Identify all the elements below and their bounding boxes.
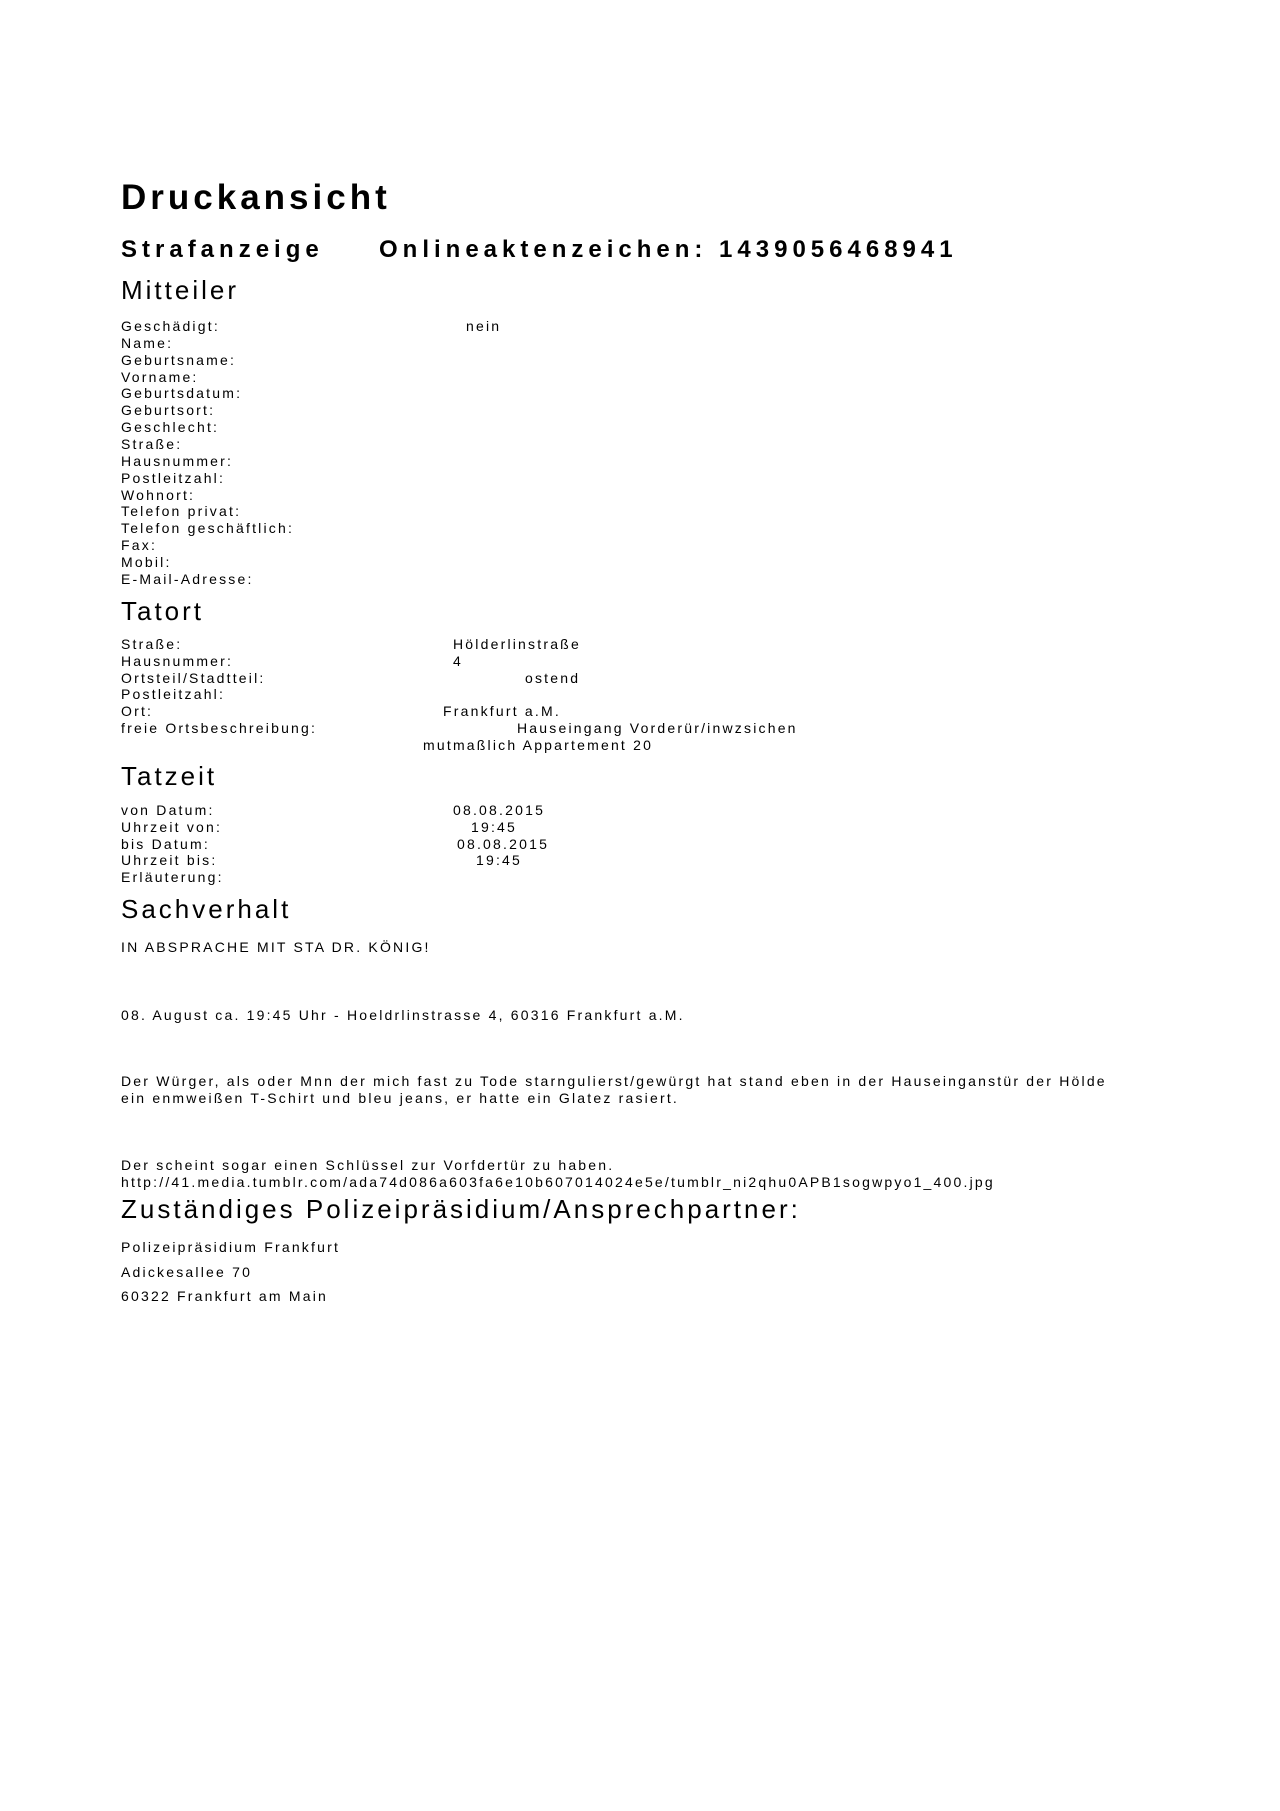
field-row	[121, 802, 1221, 819]
police-street: Adickesallee 70	[121, 1264, 253, 1280]
section-heading-mitteiler: Mitteiler	[121, 275, 240, 305]
field-label: Name:	[121, 334, 174, 351]
field-row	[121, 419, 1221, 436]
field-value: 08.08.2015	[453, 802, 546, 818]
field-label: Wohnort:	[121, 486, 196, 503]
field-row	[121, 636, 1221, 653]
field-label: freie Ortsbeschreibung:	[121, 720, 318, 736]
field-row	[121, 720, 1221, 737]
field-row	[121, 436, 1221, 453]
field-row	[121, 385, 1221, 402]
field-label: Uhrzeit bis:	[121, 852, 218, 869]
field-row	[121, 836, 1221, 853]
field-label: Telefon geschäftlich:	[121, 520, 295, 537]
page-title: Druckansicht	[121, 178, 391, 217]
sachverhalt-line: 08. August ca. 19:45 Uhr - Hoeldrlinstrasse 4, 60316 Frankfurt a.M.	[121, 1007, 685, 1023]
field-value: 19:45	[471, 818, 518, 835]
field-value: nein	[466, 318, 502, 334]
online-file-number: Onlineaktenzeichen: 1439056468941	[379, 236, 958, 263]
section-heading-sachverhalt: Sachverhalt	[121, 894, 292, 924]
field-label: Geschlecht:	[121, 419, 220, 436]
field-label: Geschädigt:	[121, 318, 220, 334]
field-row	[121, 369, 1221, 386]
field-value: 19:45	[476, 852, 523, 869]
field-label: Ortsteil/Stadtteil:	[121, 669, 266, 686]
field-row	[121, 653, 1221, 670]
ortsbeschreibung-continuation: mutmaßlich Appartement 20	[423, 737, 654, 753]
field-value: Frankfurt a.M.	[443, 703, 561, 720]
field-label: Geburtsname:	[121, 351, 237, 368]
field-row	[121, 335, 1221, 352]
police-name: Polizeipräsidium Frankfurt	[121, 1239, 341, 1255]
sachverhalt-line: ein enmweißen T-Schirt und bleu jeans, er hatte ein Glatez rasiert.	[121, 1090, 680, 1106]
field-label: Straße:	[121, 636, 183, 652]
sachverhalt-line: Der scheint sogar einen Schlüssel zur Vorfdertür zu haben.	[121, 1157, 615, 1173]
section-heading-tatort: Tatort	[121, 596, 205, 626]
field-label: von Datum:	[121, 802, 215, 818]
field-label: Erläuterung:	[121, 869, 224, 886]
field-row	[121, 686, 1221, 703]
field-row	[121, 670, 1221, 687]
field-row	[121, 352, 1221, 369]
section-heading-tatzeit: Tatzeit	[121, 761, 218, 791]
field-label: E-Mail-Adresse:	[121, 570, 254, 587]
field-label: Geburtsdatum:	[121, 385, 243, 402]
field-row	[121, 520, 1221, 537]
field-row	[121, 487, 1221, 504]
field-row	[121, 470, 1221, 487]
field-row	[121, 852, 1221, 869]
sachverhalt-line: Der Würger, als oder Mnn der mich fast zu Tode starngulierst/gewürgt hat stand eben in der Hauseinganstür der Hölde	[121, 1073, 1107, 1089]
field-label: Fax:	[121, 537, 158, 554]
field-row	[121, 571, 1221, 588]
field-label: Hausnummer:	[121, 652, 234, 669]
field-label: Postleitzahl:	[121, 469, 226, 486]
report-type: Strafanzeige	[121, 236, 324, 263]
field-row	[121, 819, 1221, 836]
section-heading-zustaendig: Zuständiges Polizeipräsidium/Ansprechpartner:	[121, 1194, 801, 1224]
field-label: Straße:	[121, 435, 183, 452]
field-value: Hauseingang Vorderür/inwzsichen	[517, 720, 798, 736]
field-row	[121, 402, 1221, 419]
sachverhalt-line: IN ABSPRACHE MIT STA DR. KÖNIG!	[121, 939, 431, 955]
field-row	[121, 318, 1221, 335]
field-row	[121, 869, 1221, 886]
field-label: Telefon privat:	[121, 503, 242, 520]
police-city: 60322 Frankfurt am Main	[121, 1288, 329, 1304]
field-label: Vorname:	[121, 368, 199, 385]
field-label: Postleitzahl:	[121, 686, 226, 703]
field-value: Hölderlinstraße	[453, 636, 581, 652]
field-row	[121, 703, 1221, 720]
field-row	[121, 554, 1221, 571]
field-value: 08.08.2015	[457, 835, 550, 852]
field-value: 4	[453, 652, 463, 669]
field-label: Ort:	[121, 703, 154, 720]
field-label: bis Datum:	[121, 835, 210, 852]
field-value: ostend	[525, 669, 581, 686]
field-label: Geburtsort:	[121, 402, 216, 419]
field-label: Hausnummer:	[121, 452, 234, 469]
field-row	[121, 503, 1221, 520]
print-page	[121, 0, 1280, 1811]
field-label: Mobil:	[121, 553, 172, 570]
field-row	[121, 453, 1221, 470]
field-label: Uhrzeit von:	[121, 818, 223, 835]
sachverhalt-url: http://41.media.tumblr.com/ada74d086a603fa6e10b607014024e5e/tumblr_ni2qhu0APB1sogwpyo1_400.jpg	[121, 1174, 995, 1190]
field-row	[121, 537, 1221, 554]
